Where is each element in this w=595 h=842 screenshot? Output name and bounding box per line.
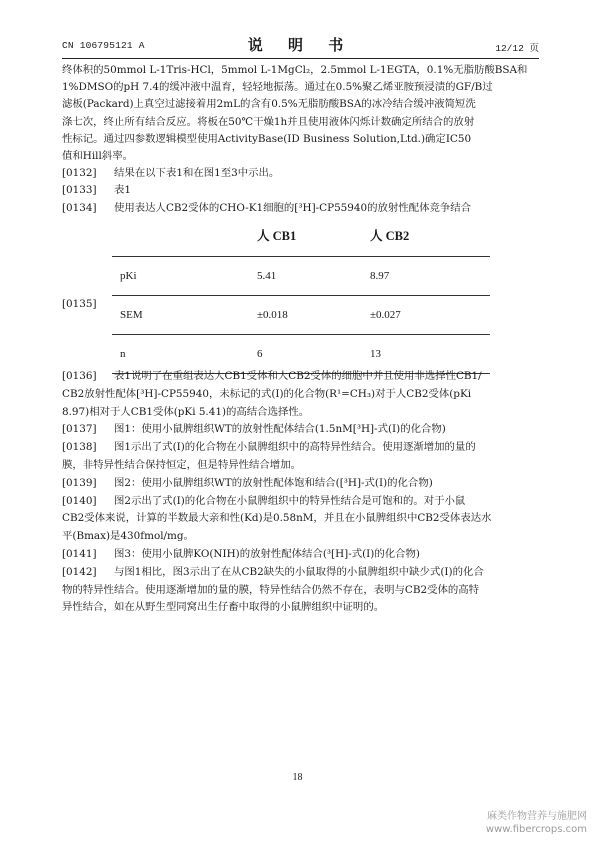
binding-table [112,218,490,374]
text-line: 1%DMSO的pH 7.4的缓冲液中温育，轻轻地振荡。通过在0.5%聚乙烯亚胺预浸渍的GF/B过 [62,81,493,94]
table-cell: pKi [120,270,137,282]
table-cell: 5.41 [257,270,277,282]
paragraph-number: [0135] [62,298,97,310]
paragraph-0133 [62,182,539,199]
paragraph-number: [0137] [62,423,97,436]
patent-number: CN 106795121 A [62,40,145,51]
paragraph-0134 [62,200,539,217]
site-watermark [486,810,587,836]
text-line: 终体积的50mmol L-1Tris-HCl，5mmol L-1MgCl₂，2.5mmol L-1EGTA，0.1%无脂肪酸BSA和 [62,64,528,76]
table-cell: ±0.027 [370,309,401,321]
text-line: 图2：使用小鼠脾组织WT的放射性配体饱和结合([³H]-式(I)的化合物) [114,476,433,489]
paragraph-number: [0138] [62,441,97,454]
text-line: 异性结合，如在从野生型同窝出生仔畜中取得的小鼠脾组织中证明的。 [62,601,385,614]
paragraph-number: [0140] [62,494,97,507]
text-line: 表1说明了在重组表达人CB1受体和人CB2受体的细胞中并且使用非选择性CB1/ [114,370,482,382]
header-rule [62,58,539,59]
text-line: 平(Bmax)是430fmol/mg。 [62,530,194,543]
paragraph-number: [0132] [62,167,97,180]
paragraph-0137 [62,421,539,439]
table-caption: 表1 [114,184,132,197]
paragraph-0138 [62,439,539,475]
page-number: 18 [292,772,303,783]
paragraph-0141 [62,546,539,564]
watermark-name: 麻类作物营养与施肥网 [487,811,587,822]
table-row [112,295,490,334]
table-cell: ±0.018 [257,309,288,321]
paragraph-number: [0133] [62,184,97,197]
table-row [112,256,490,295]
table-header-row [112,218,490,256]
text-line: 图1示出了式(I)的化合物在小鼠脾组织中的高特异性结合。使用逐渐增加的量的 [114,441,476,454]
paragraph-0139 [62,475,539,493]
text-line: 与图1相比，图3示出了在从CB2缺失的小鼠取得的小鼠脾组织中缺少式(I)的化合 [114,565,484,578]
top-text-block [62,62,539,217]
table-header-cell: 人 CB1 [257,229,297,243]
text-line: 物的特异性结合。使用逐渐增加的量的膜，特异性结合仍然不存在，表明与CB2受体的高特 [62,583,480,596]
paragraph-number: [0142] [62,565,97,578]
text-line: CB2放射性配体[³H]-CP55940，未标记的式(I)的化合物(R¹=CH₃)对于人CB2受体(pKi [62,387,472,400]
paragraph-0136 [62,368,539,421]
text-line: 膜，非特异性结合保持恒定，但是特异性结合增加。 [62,458,301,471]
watermark-url: www.fibercrops.com [485,824,587,835]
page-of-total: 12/12 页 [495,43,539,54]
table-header-cell: 人 CB2 [370,229,410,243]
text-line: 图3：使用小鼠脾KO(NIH)的放射性配体结合(³[H]-式(I)的化合物) [114,547,420,560]
text-line: 图1：使用小鼠脾组织WT的放射性配体结合(1.5nM[³H]-式(I)的化合物) [114,423,446,436]
paragraph-number: [0136] [62,370,97,382]
paragraph-number: [0139] [62,476,97,489]
page-header [62,34,539,54]
paragraph-number: [0134] [62,201,97,214]
document-title: 说 明 书 [247,36,354,54]
text-line: 图2示出了式(I)的化合物在小鼠脾组织中的特异性结合是可饱和的。对于小鼠 [114,494,466,507]
table-cell: n [120,348,126,360]
text-line: 涤七次，终止所有结合反应。将板在50℃干燥1h并且使用液体闪烁计数确定所结合的放射 [62,115,475,128]
table-cell: SEM [120,309,143,321]
text-line: 性标记。通过四参数逻辑模型使用ActivityBase(ID Business Solution,Ltd.)确定IC50 [62,132,472,145]
paragraph-0140 [62,493,539,546]
text-line: CB2受体来说，计算的半数最大亲和性(Kd)是0.58nM，并且在小鼠脾组织中CB2受体表达水 [62,512,492,525]
table-description: 使用表达人CB2受体的CHO-K1细胞的[³H]-CP55940的放射性配体竞争结合 [114,201,472,214]
paragraph-text: 结果在以下表1和在图1至3中示出。 [114,167,280,180]
table-cell: 8.97 [370,270,390,282]
text-line: 值和Hill斜率。 [62,150,133,163]
lower-text-block [62,368,539,617]
table-cell: 6 [257,348,263,360]
table-cell: 13 [370,348,381,360]
paragraph-number: [0141] [62,547,97,560]
paragraph-0132 [62,165,539,182]
paragraph-0142 [62,564,539,617]
text-line: 滤板(Packard)上真空过滤接着用2mL的含有0.5%无脂肪酸BSA的冰冷结合缓冲液简短洗 [62,98,476,111]
text-line: 8.97)相对于人CB1受体(pKi 5.41)的高结合选择性。 [62,405,310,418]
